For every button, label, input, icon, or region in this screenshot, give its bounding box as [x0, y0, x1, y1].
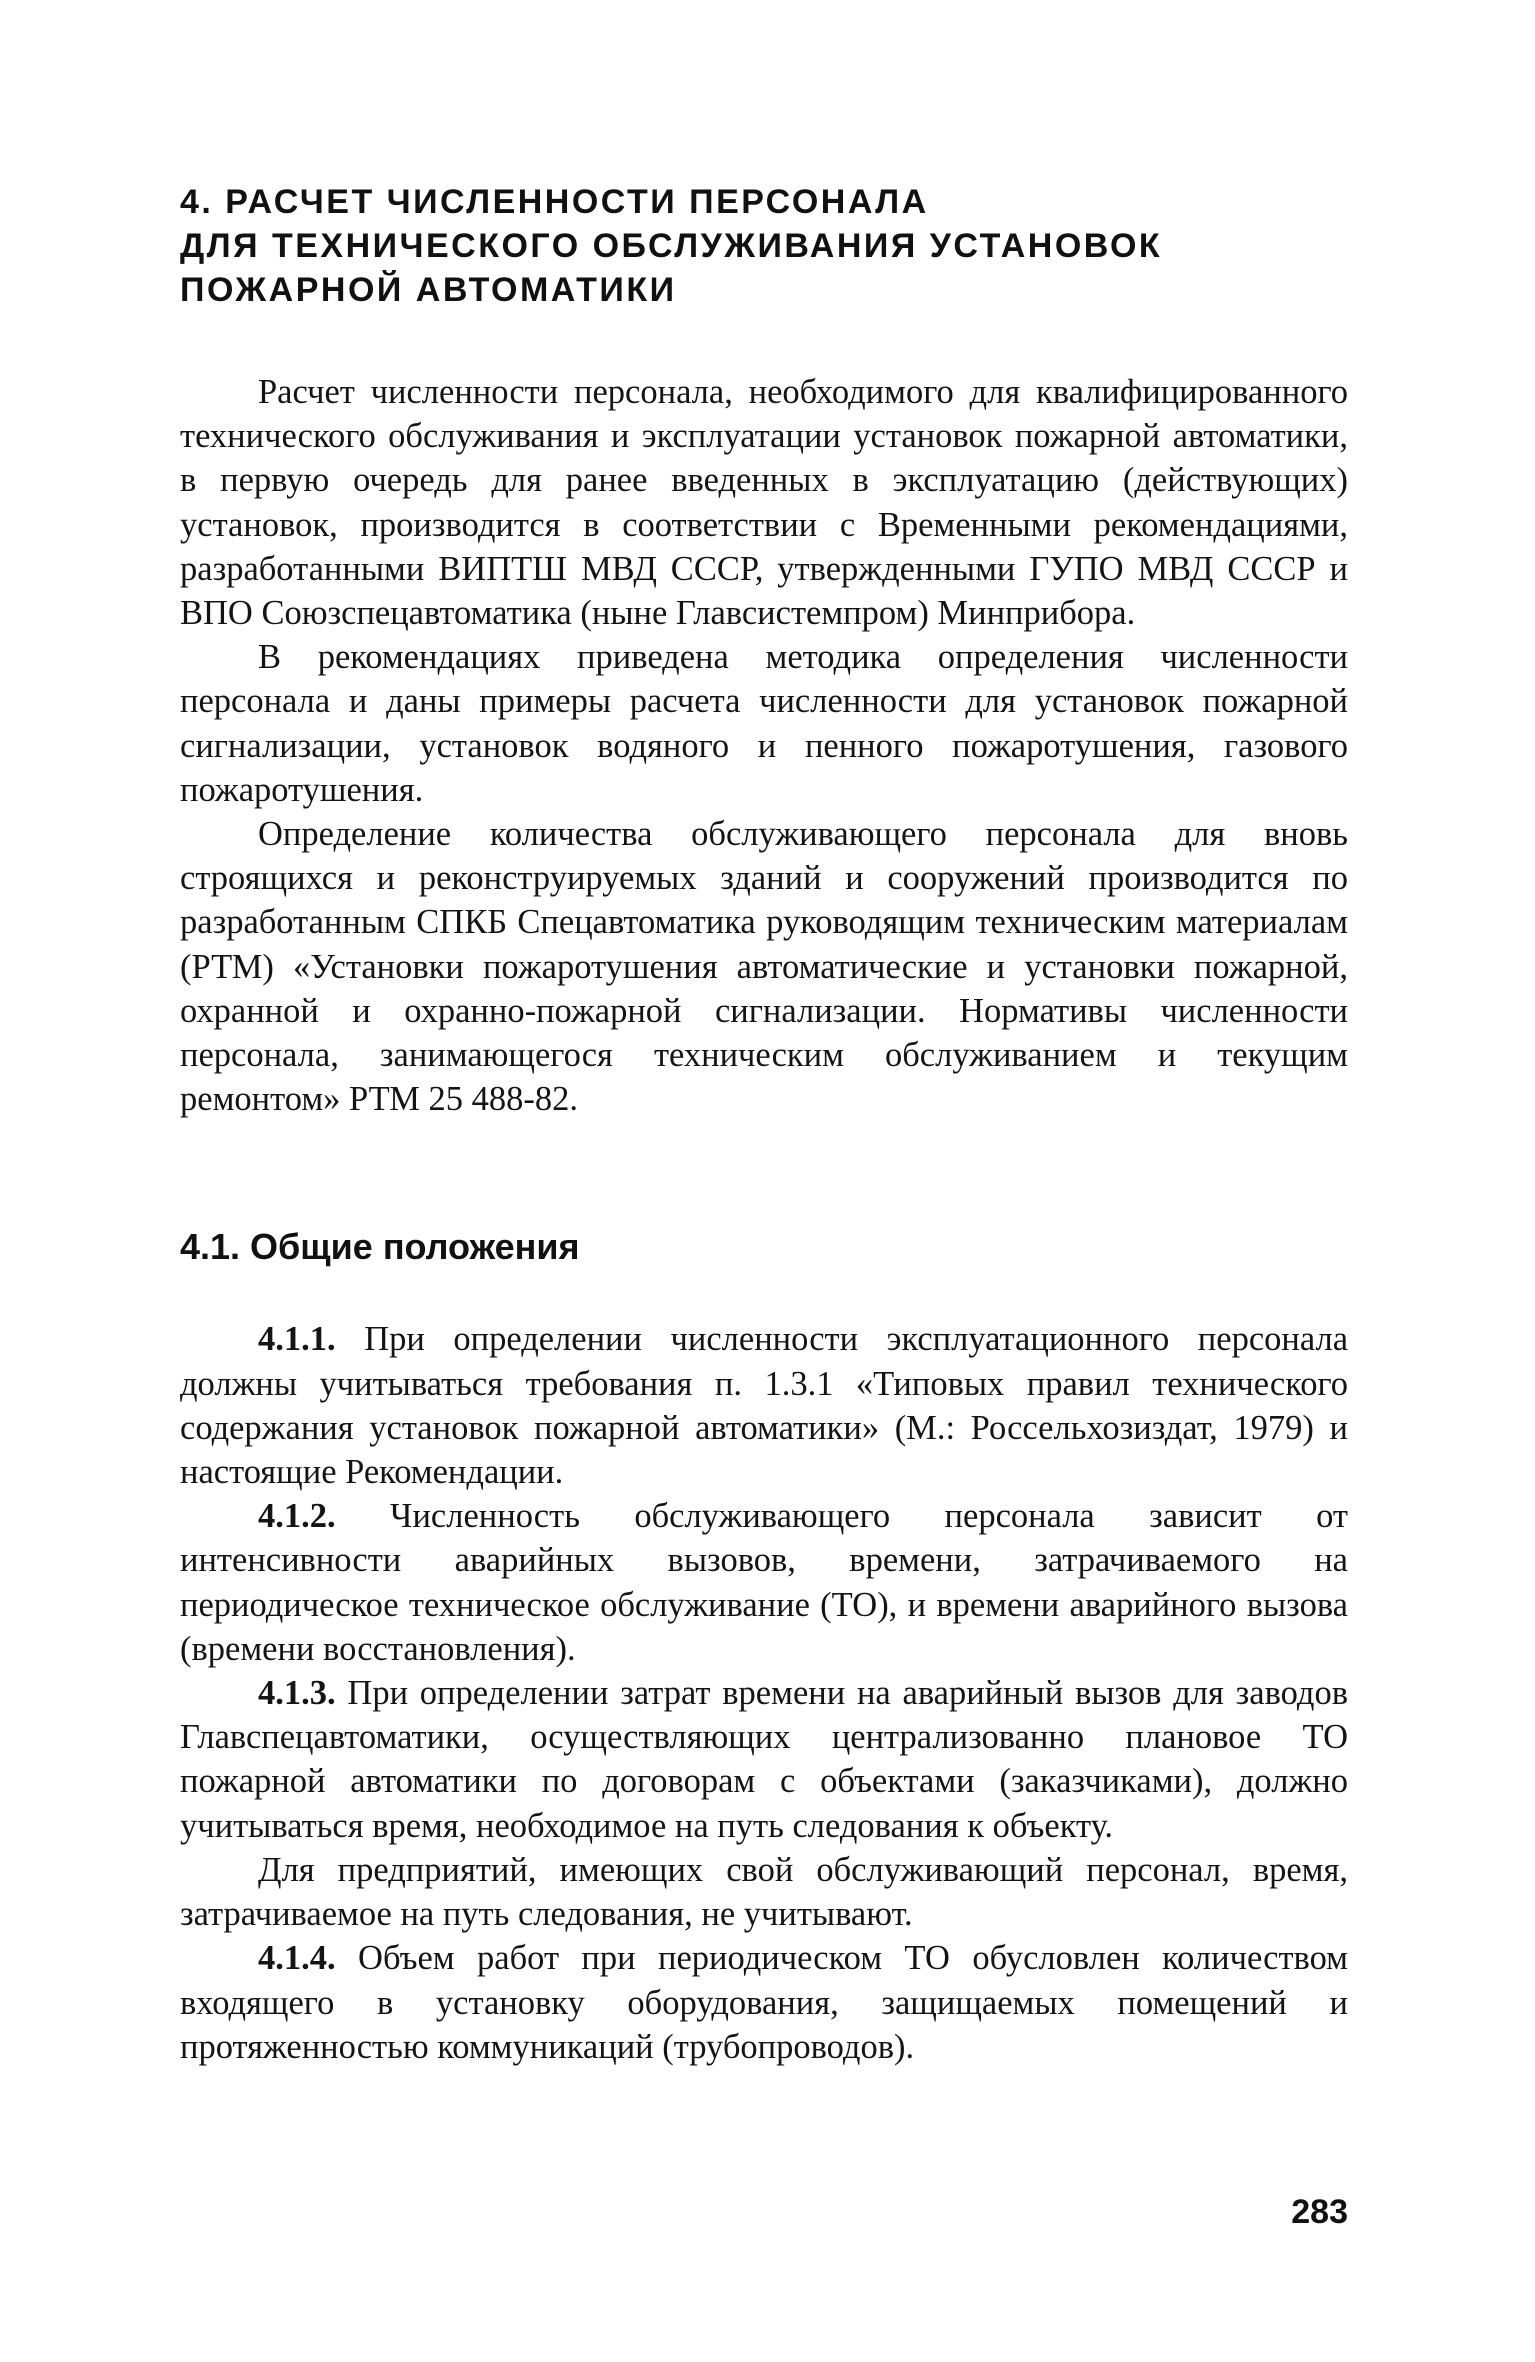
clause-text: При определении затрат времени на аварийный вызов для заводов Главспецавтоматики, осуществляющих централизованно плановое ТО пожарной автоматики по договорам с объектами (заказчиками), должно учитываться время, необходимое на путь следования к объекту. [180, 1674, 1348, 1845]
clause-paragraph [180, 1848, 1348, 1936]
clause-text: Объем работ при периодическом ТО обусловлен количеством входящего в установку оборудования, защищаемых помещений и протяженностью коммуникаций (трубопроводов). [180, 1939, 1348, 2066]
clause-text: При определении численности эксплуатационного персонала должны учитываться требования п. 1.3.1 «Типовых правил технического содержания установок пожарной автоматики» (М.: Россельхозиздат, 1979) и настоящие Рекомендации. [180, 1320, 1349, 1492]
clause-paragraph [180, 1317, 1348, 1494]
chapter-title [180, 180, 1348, 312]
clause-number: 4.1.4. [258, 1939, 336, 1978]
clause-paragraph [180, 1494, 1348, 1671]
clause-number: 4.1.3. [258, 1674, 336, 1713]
clause-number: 4.1.1. [258, 1320, 336, 1359]
clause-paragraph [180, 1936, 1348, 2069]
chapter-title-line: ПОЖАРНОЙ АВТОМАТИКИ [180, 271, 677, 309]
chapter-title-line: ДЛЯ ТЕХНИЧЕСКОГО ОБСЛУЖИВАНИЯ УСТАНОВОК [180, 227, 1163, 265]
page-number: 283 [1291, 2193, 1348, 2231]
clause-text: Для предприятий, имеющих свой обслуживающий персонал, время, затрачиваемое на путь следования, не учитывают. [180, 1850, 1348, 1934]
book-page [180, 180, 1348, 2069]
chapter-paragraph: Определение количества обслуживающего персонала для вновь строящихся и реконструируемых зданий и сооружений производится по разработанным СПКБ Спецавтоматика руководящим техническим материалам (РТМ) «Установки пожаротушения автоматические и установки пожарной, охранной и охранно-пожарной сигнализации. Нормативы численности персонала, занимающегося техническим обслуживанием и текущим ремонтом» РТМ 25 488-82. [180, 815, 1348, 1119]
clause-paragraph [180, 1671, 1348, 1848]
chapter-paragraph: В рекомендациях приведена методика определения численности персонала и даны примеры расчета численности для установок пожарной сигнализации, установок водяного и пенного пожаротушения, газового пожаротушения. [180, 638, 1348, 809]
clause-text: Численность обслуживающего персонала зависит от интенсивности аварийных вызовов, времени, затрачиваемого на периодическое техническое обслуживание (ТО), и времени аварийного вызова (времени восстановления). [180, 1497, 1348, 1668]
section-title: 4.1. Общие положения [180, 1226, 580, 1268]
chapter-title-line: 4. РАСЧЕТ ЧИСЛЕННОСТИ ПЕРСОНАЛА [180, 183, 929, 221]
chapter-paragraph: Расчет численности персонала, необходимого для квалифицированного технического обслуживания и эксплуатации установок пожарной автоматики, в первую очередь для ранее введенных в эксплуатацию (действующих) установок, производится в соответствии с Временными рекомендациями, разработанными ВИПТШ МВД СССР, утвержденными ГУПО МВД СССР и ВПО Союзспецавтоматика (ныне Главсистемпром) Минприбора. [180, 373, 1348, 633]
clause-number: 4.1.2. [258, 1497, 336, 1536]
